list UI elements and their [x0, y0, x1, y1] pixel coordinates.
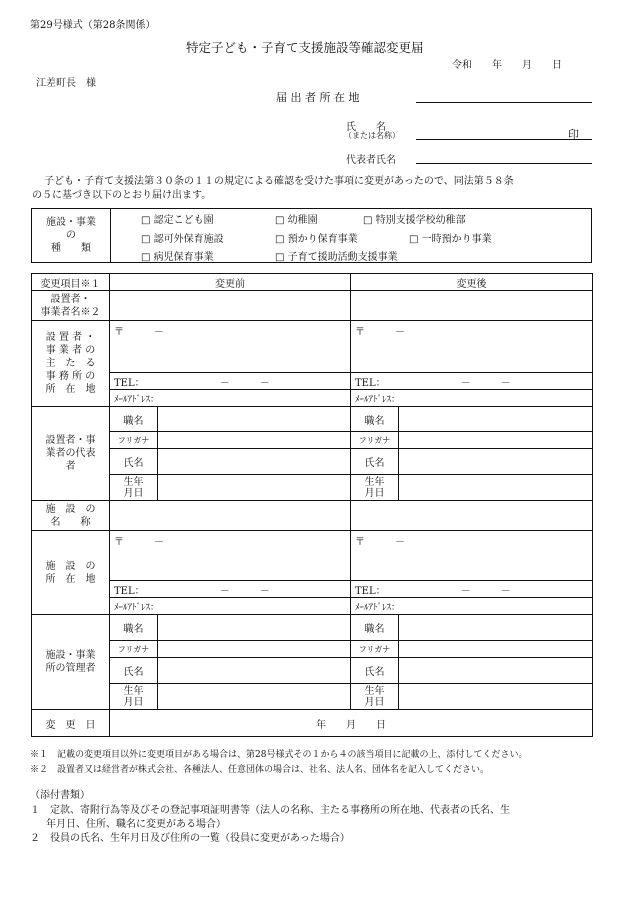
submitter-address-label: 届 出 者 所 在 地 — [276, 91, 360, 104]
before-setter-name[interactable] — [110, 291, 351, 321]
option-nintei-kodomoen[interactable]: □ 認定こども園 — [141, 215, 214, 226]
note-2: ※２ 設置者又は経営者が株式会社、各種法人、任意団体の場合は、社名、法人名、団体名を記入してください。 — [30, 765, 490, 775]
row-label-change-date: 変 更 日 — [32, 710, 110, 737]
after-mgr-furigana[interactable] — [399, 641, 593, 658]
after-rep-furigana-label: フリガナ — [351, 432, 399, 449]
option-byouji-hoiku[interactable]: □ 病児保育事業 — [141, 252, 214, 263]
before-facility-name[interactable] — [110, 501, 351, 531]
row-label-facility-name: 施 設 の 名 称 — [32, 501, 110, 531]
before-mgr-post-label: 職名 — [110, 615, 158, 641]
before-rep-furigana-label: フリガナ — [110, 432, 158, 449]
before-office-postal[interactable]: 〒 － — [110, 321, 351, 373]
col-header-before: 変更前 — [110, 274, 351, 291]
attachment-1-line1: １ 定款、寄附行為等及びその登記事項証明書等（法人の名称、主たる事務所の所在地、代表者の氏名、生 — [30, 805, 510, 816]
after-rep-birth[interactable] — [399, 475, 593, 501]
representative-line[interactable] — [416, 163, 592, 164]
submitter-name-line[interactable] — [416, 139, 592, 140]
row-label-representative: 設置者・事 業者の代表 者 — [32, 407, 110, 501]
after-rep-post[interactable] — [399, 407, 593, 432]
after-facility-postal[interactable]: 〒 － — [351, 531, 593, 581]
after-office-postal[interactable]: 〒 － — [351, 321, 593, 373]
option-ninkagai-hoiku[interactable]: □ 認可外保育施設 — [141, 234, 224, 245]
before-mgr-furigana-label: フリガナ — [110, 641, 158, 658]
before-rep-birth[interactable] — [158, 475, 351, 501]
seal-mark: 印 — [568, 128, 579, 141]
before-facility-postal[interactable]: 〒 － — [110, 531, 351, 581]
option-ichiji-azukari[interactable]: □ 一時預かり事業 — [409, 234, 492, 245]
body-text-line1: 子ども・子育て支援法第３０条の１１の規定による確認を受けた事項に変更があったので、同法第５８条 — [44, 176, 514, 187]
before-mgr-name[interactable] — [158, 658, 351, 684]
after-facility-email[interactable]: ﾒｰﾙｱﾄﾞﾚｽ： — [351, 598, 593, 615]
submitter-name-sub-label: （または名称） — [344, 131, 400, 140]
before-mgr-post[interactable] — [158, 615, 351, 641]
before-rep-post[interactable] — [158, 407, 351, 432]
before-rep-furigana[interactable] — [158, 432, 351, 449]
option-youchien[interactable]: □ 幼稚園 — [275, 215, 318, 226]
after-mgr-birth-label: 生年 月日 — [351, 684, 399, 710]
after-mgr-furigana-label: フリガナ — [351, 641, 399, 658]
after-rep-post-label: 職名 — [351, 407, 399, 432]
after-facility-name[interactable] — [351, 501, 593, 531]
after-mgr-post-label: 職名 — [351, 615, 399, 641]
before-office-email[interactable]: ﾒｰﾙｱﾄﾞﾚｽ： — [110, 390, 351, 407]
row-label-manager: 施設・事業 所の管理者 — [32, 615, 110, 710]
facility-type-table — [31, 208, 592, 263]
before-mgr-birth-label: 生年 月日 — [110, 684, 158, 710]
col-header-item: 変更項目※１ — [32, 274, 110, 291]
after-setter-name[interactable] — [351, 291, 593, 321]
before-mgr-furigana[interactable] — [158, 641, 351, 658]
option-kosodate-enjo[interactable]: □ 子育て援助活動支援事業 — [275, 252, 398, 263]
after-rep-name[interactable] — [399, 449, 593, 475]
after-office-tel[interactable]: TEL： － － — [351, 373, 593, 390]
note-1: ※１ 記載の変更項目以外に変更項目がある場合は、第28号様式その１から４の該当項目に記載の上、添付してください。 — [30, 750, 528, 760]
before-rep-name[interactable] — [158, 449, 351, 475]
attachments-heading: （添付書類） — [30, 790, 90, 801]
before-facility-email[interactable]: ﾒｰﾙｱﾄﾞﾚｽ： — [110, 598, 351, 615]
before-office-tel[interactable]: TEL： － － — [110, 373, 351, 390]
after-facility-tel[interactable]: TEL： － － — [351, 581, 593, 598]
after-mgr-name-label: 氏名 — [351, 658, 399, 684]
before-rep-post-label: 職名 — [110, 407, 158, 432]
before-facility-tel[interactable]: TEL： － － — [110, 581, 351, 598]
col-header-after: 変更後 — [351, 274, 593, 291]
after-rep-birth-label: 生年 月日 — [351, 475, 399, 501]
after-rep-name-label: 氏名 — [351, 449, 399, 475]
submitter-name-label: 氏 名 — [346, 122, 386, 133]
attachment-2: ２ 役員の氏名、生年月日及び住所の一覧（役員に変更があった場合） — [30, 833, 350, 844]
body-text-line2: の５に基づき以下のとおり届け出ます。 — [32, 190, 212, 201]
before-mgr-name-label: 氏名 — [110, 658, 158, 684]
before-rep-name-label: 氏名 — [110, 449, 158, 475]
page-title: 特定子ども・子育て支援施設等確認変更届 — [186, 40, 424, 55]
after-mgr-post[interactable] — [399, 615, 593, 641]
change-date-value[interactable]: 年 月 日 — [110, 710, 593, 737]
after-office-email[interactable]: ﾒｰﾙｱﾄﾞﾚｽ： — [351, 390, 593, 407]
change-table — [31, 273, 593, 737]
option-tokubetsu-shien[interactable]: □ 特別支援学校幼稚部 — [363, 215, 466, 226]
after-rep-furigana[interactable] — [399, 432, 593, 449]
before-rep-birth-label: 生年 月日 — [110, 475, 158, 501]
facility-type-options — [111, 209, 592, 263]
date-line: 令和 年 月 日 — [452, 60, 562, 71]
option-azukari-hoiku[interactable]: □ 預かり保育事業 — [275, 234, 358, 245]
attachment-1-line2: 年月日、住所、職名に変更がある場合） — [46, 819, 226, 830]
addressee: 江差町長 様 — [36, 78, 96, 89]
row-label-facility-address: 施 設 の 所 在 地 — [32, 531, 110, 615]
representative-label: 代表者氏名 — [346, 155, 396, 166]
after-mgr-birth[interactable] — [399, 684, 593, 710]
facility-type-label: 施設・事業 の 種 類 — [32, 209, 111, 263]
submitter-address-line[interactable] — [416, 102, 592, 103]
after-mgr-name[interactable] — [399, 658, 593, 684]
form-number: 第29号様式（第28条関係） — [30, 20, 156, 31]
before-mgr-birth[interactable] — [158, 684, 351, 710]
row-label-setter-office: 設 置 者 ・ 事 業 者 の 主 た る 事 務 所 の 所 在 地 — [32, 321, 110, 407]
row-label-setter-name: 設置者・ 事業者名※２ — [32, 291, 110, 321]
